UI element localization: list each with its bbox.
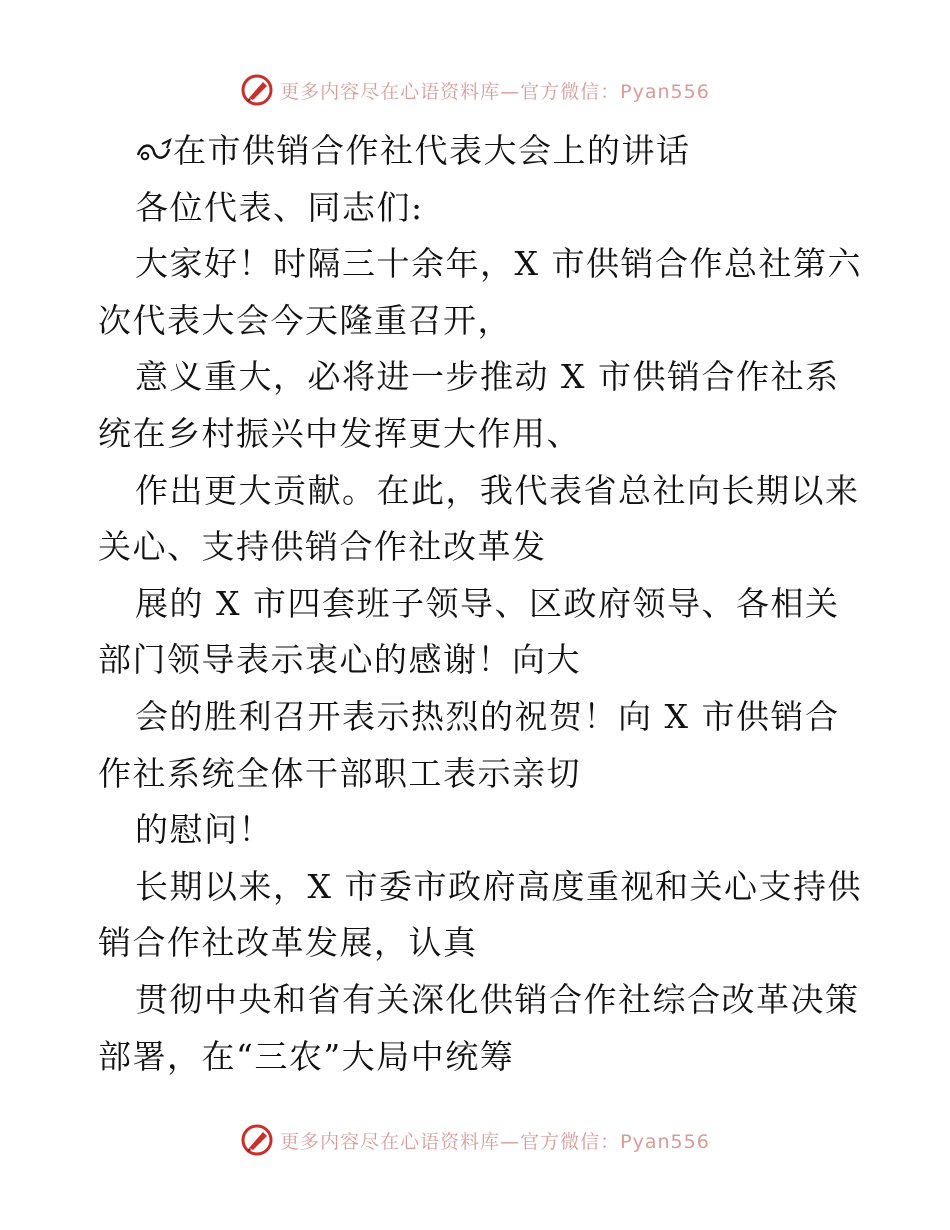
title-text: 在市供销合作社代表大会上的讲话 [173, 131, 691, 170]
paragraph-line: 大家好！时隔三十余年，X 市供销合作总社第六 [135, 244, 862, 284]
paragraph-line: 意义重大，必将进一步推动 X 市供销合作社系 [135, 357, 840, 397]
header-watermark [0, 70, 950, 110]
paragraph-line: 销合作社改革发展，认真 [98, 923, 478, 963]
paragraph-line: 作社系统全体干部职工表示亲切 [98, 753, 581, 793]
paragraph-line: 次代表大会今天隆重召开， [98, 300, 512, 340]
pen-logo-icon [240, 73, 274, 107]
pen-logo-icon [240, 1123, 274, 1157]
document-body [98, 123, 862, 1085]
flourish-icon [135, 135, 173, 165]
paragraph-line: 部门领导表示衷心的感谢！向大 [98, 640, 581, 680]
paragraph-line: 的慰问！ [135, 810, 273, 850]
paragraph-line: 贯彻中央和省有关深化供销合作社综合改革决策 [135, 979, 860, 1019]
paragraph-line: 长期以来，X 市委市政府高度重视和关心支持供 [135, 866, 862, 906]
paragraph-line: 统在乡村振兴中发挥更大作用、 [98, 413, 581, 453]
paragraph-line: 各位代表、同志们: [135, 187, 424, 227]
document-title [98, 123, 858, 180]
paragraph-line: 关心、支持供销合作社改革发 [98, 527, 547, 567]
footer-watermark [0, 1120, 950, 1160]
paragraph-line: 作出更大贡献。在此，我代表省总社向长期以来 [135, 470, 860, 510]
watermark-text: 更多内容尽在心语资料库—官方微信：Pyan556 [280, 1130, 710, 1153]
paragraph-line: 部署，在“三农”大局中统筹 [98, 1036, 515, 1076]
watermark-text: 更多内容尽在心语资料库—官方微信：Pyan556 [280, 80, 710, 103]
paragraph-line: 展的 X 市四套班子领导、区政府领导、各相关 [135, 583, 840, 623]
paragraph-line: 会的胜利召开表示热烈的祝贺！向 X 市供销合 [135, 696, 840, 736]
